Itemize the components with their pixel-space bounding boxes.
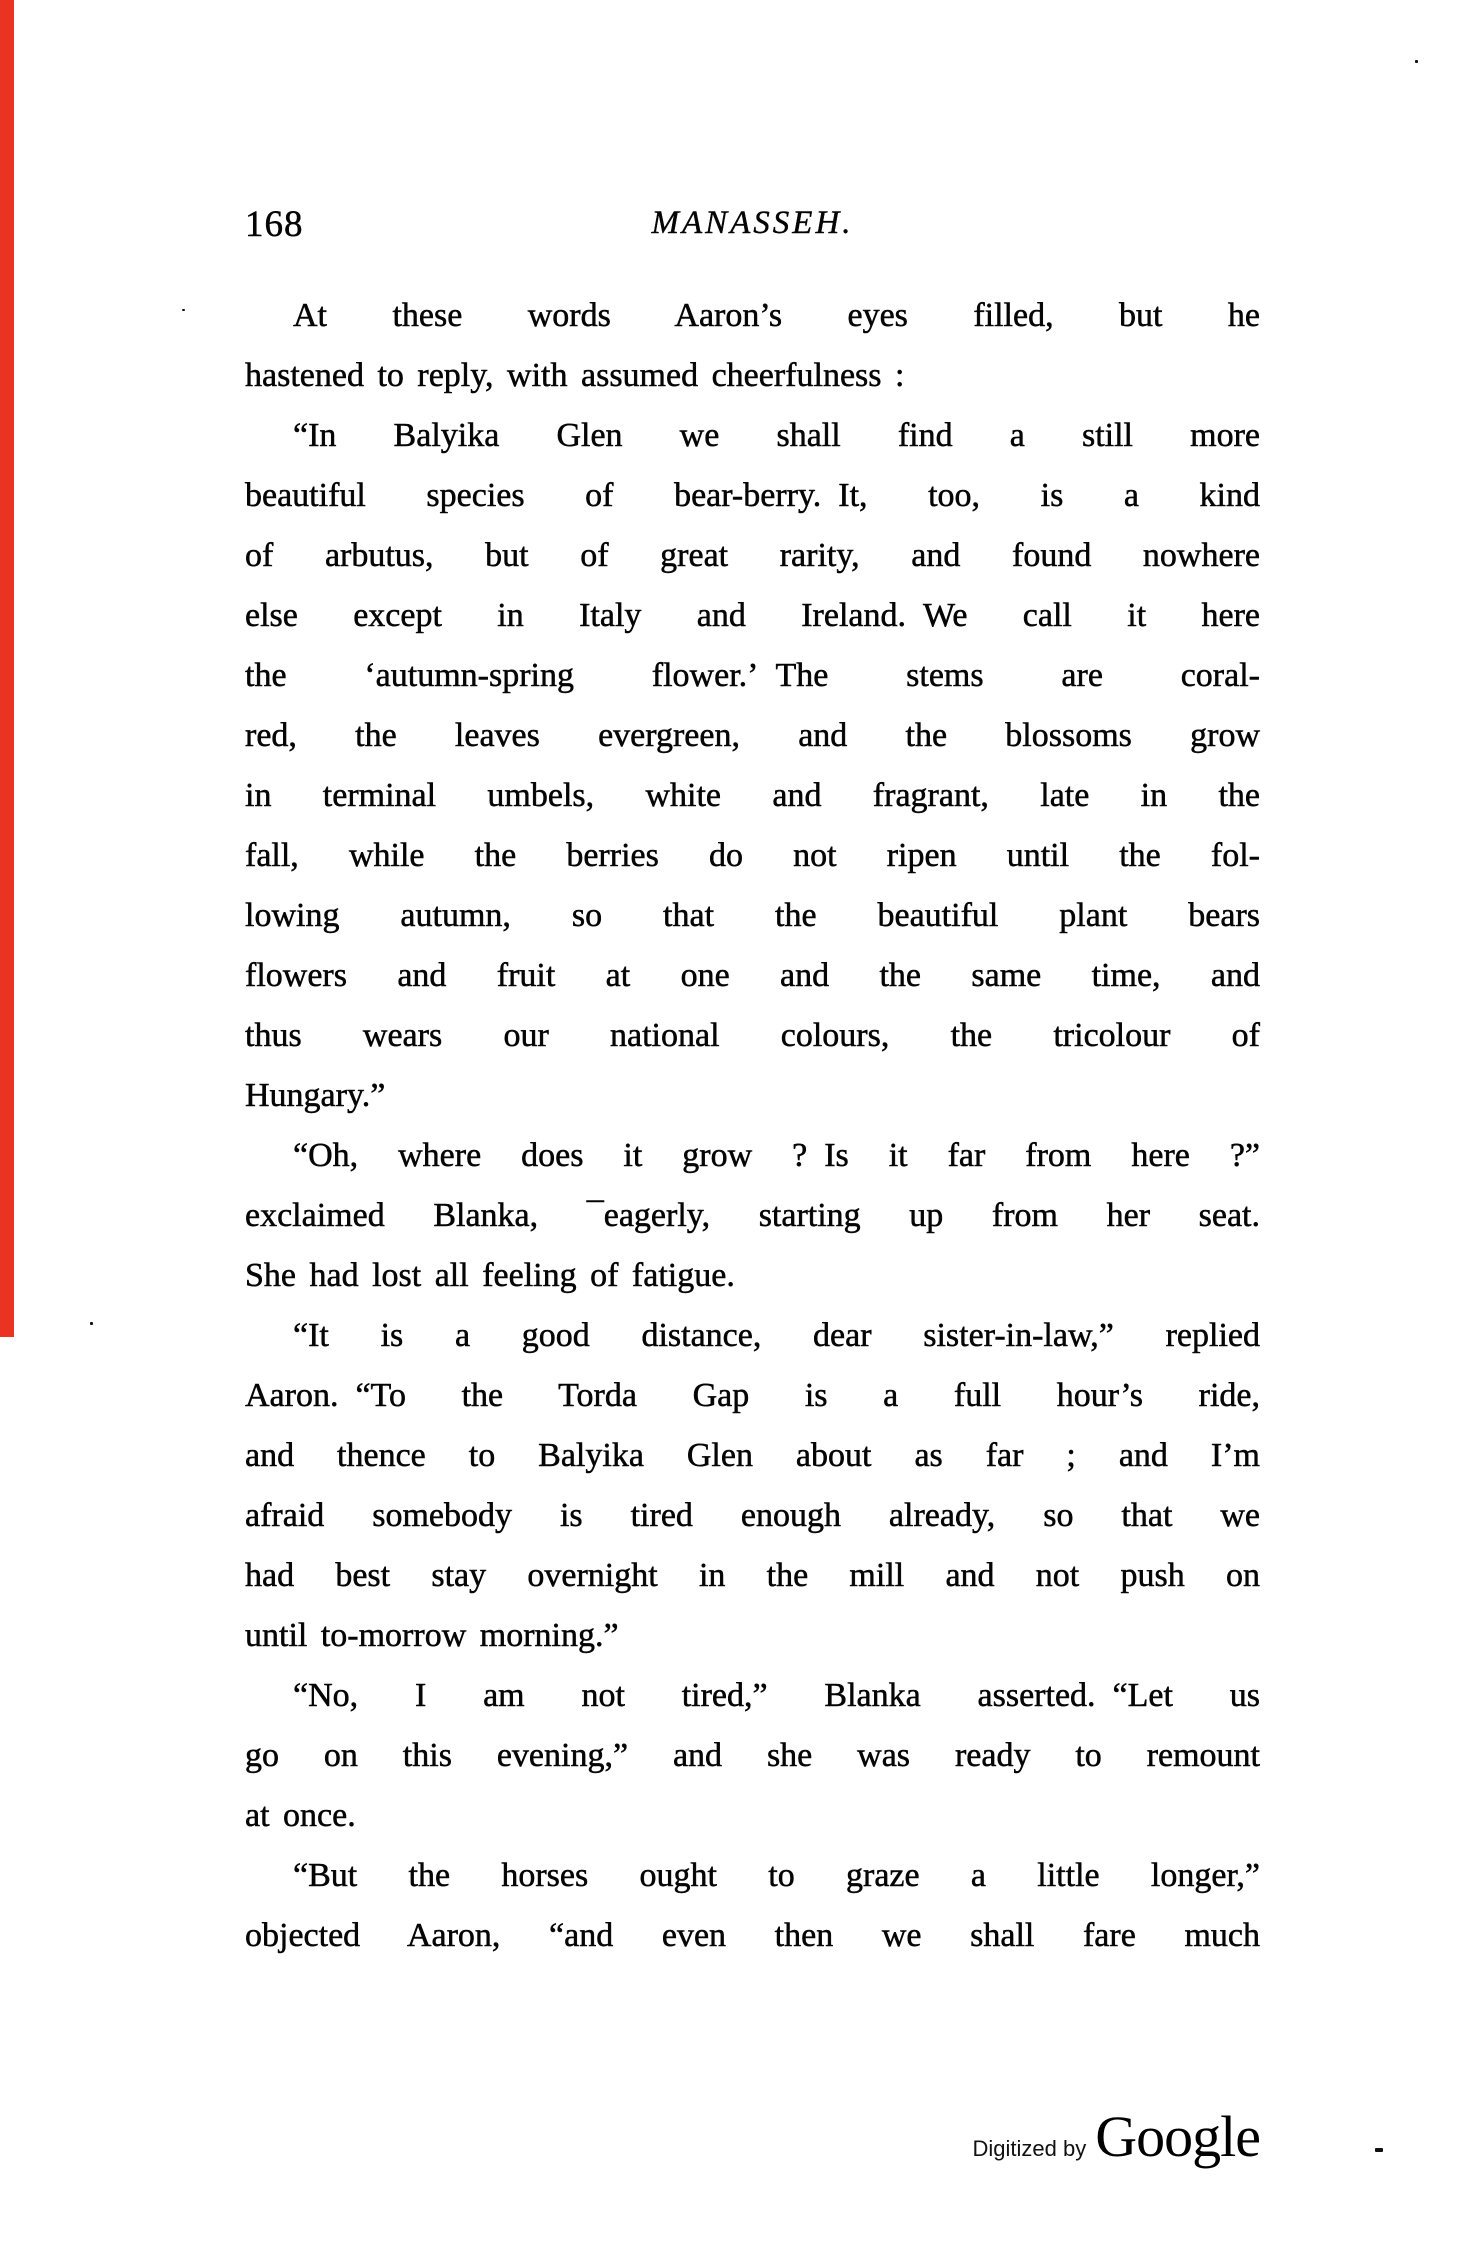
text-line: flowers and fruit at one and the same time, and: [245, 957, 1260, 994]
text-line: until to-morrow morning.”: [245, 1617, 619, 1654]
text-line: lowing autumn, so that the beautiful plant bears: [245, 897, 1260, 934]
text-line: exclaimed Blanka, ¯eagerly, starting up from her seat.: [245, 1197, 1260, 1234]
page-header: [245, 203, 1260, 247]
text-line: At these words Aaron’s eyes filled, but he: [293, 297, 1260, 334]
text-line: “But the horses ought to graze a little longer,”: [293, 1857, 1260, 1894]
scan-speck: [1415, 60, 1418, 63]
scan-speck: [90, 1322, 93, 1325]
text-line: “In Balyika Glen we shall find a still more: [293, 417, 1260, 454]
text-line: in terminal umbels, white and fragrant, late in the: [245, 777, 1260, 814]
text-line: thus wears our national colours, the tricolour of: [245, 1017, 1260, 1054]
text-line: objected Aaron, “and even then we shall fare much: [245, 1917, 1260, 1954]
text-line: red, the leaves evergreen, and the blossoms grow: [245, 717, 1260, 754]
text-line: of arbutus, but of great rarity, and found nowhere: [245, 537, 1260, 574]
text-line: hastened to reply, with assumed cheerfulness :: [245, 357, 905, 394]
text-block: [245, 286, 1260, 1966]
running-title: MANASSEH.: [651, 205, 854, 241]
text-line: the ‘autumn-spring flower.’ The stems are coral-: [245, 657, 1260, 694]
text-line: had best stay overnight in the mill and not push on: [245, 1557, 1260, 1594]
scan-edge-strip: [0, 0, 14, 1337]
text-line: fall, while the berries do not ripen until the fol-: [245, 837, 1260, 874]
text-line: afraid somebody is tired enough already, so that we: [245, 1497, 1260, 1534]
digitized-by-label: Digitized by: [972, 2136, 1087, 2161]
page-footer: [973, 2103, 1260, 2170]
text-line: “No, I am not tired,” Blanka asserted. “Let us: [293, 1677, 1260, 1714]
text-line: “Oh, where does it grow ? Is it far from here ?”: [293, 1137, 1260, 1174]
text-line: Hungary.”: [245, 1077, 386, 1114]
google-logo: Google: [1095, 2104, 1260, 2169]
text-line: Aaron. “To the Torda Gap is a full hour’s ride,: [245, 1377, 1260, 1414]
text-line: go on this evening,” and she was ready to remount: [245, 1737, 1260, 1774]
scan-speck: [1375, 2148, 1383, 2152]
scan-speck: [182, 309, 185, 311]
text-line: She had lost all feeling of fatigue.: [245, 1257, 735, 1294]
text-line: and thence to Balyika Glen about as far ; and I’m: [245, 1437, 1260, 1474]
text-line: at once.: [245, 1797, 356, 1834]
text-line: else except in Italy and Ireland. We call it here: [245, 597, 1260, 634]
page-number: 168: [245, 204, 304, 245]
text-line: beautiful species of bear-berry. It, too, is a kind: [245, 477, 1260, 514]
text-line: “It is a good distance, dear sister-in-law,” replied: [293, 1317, 1260, 1354]
